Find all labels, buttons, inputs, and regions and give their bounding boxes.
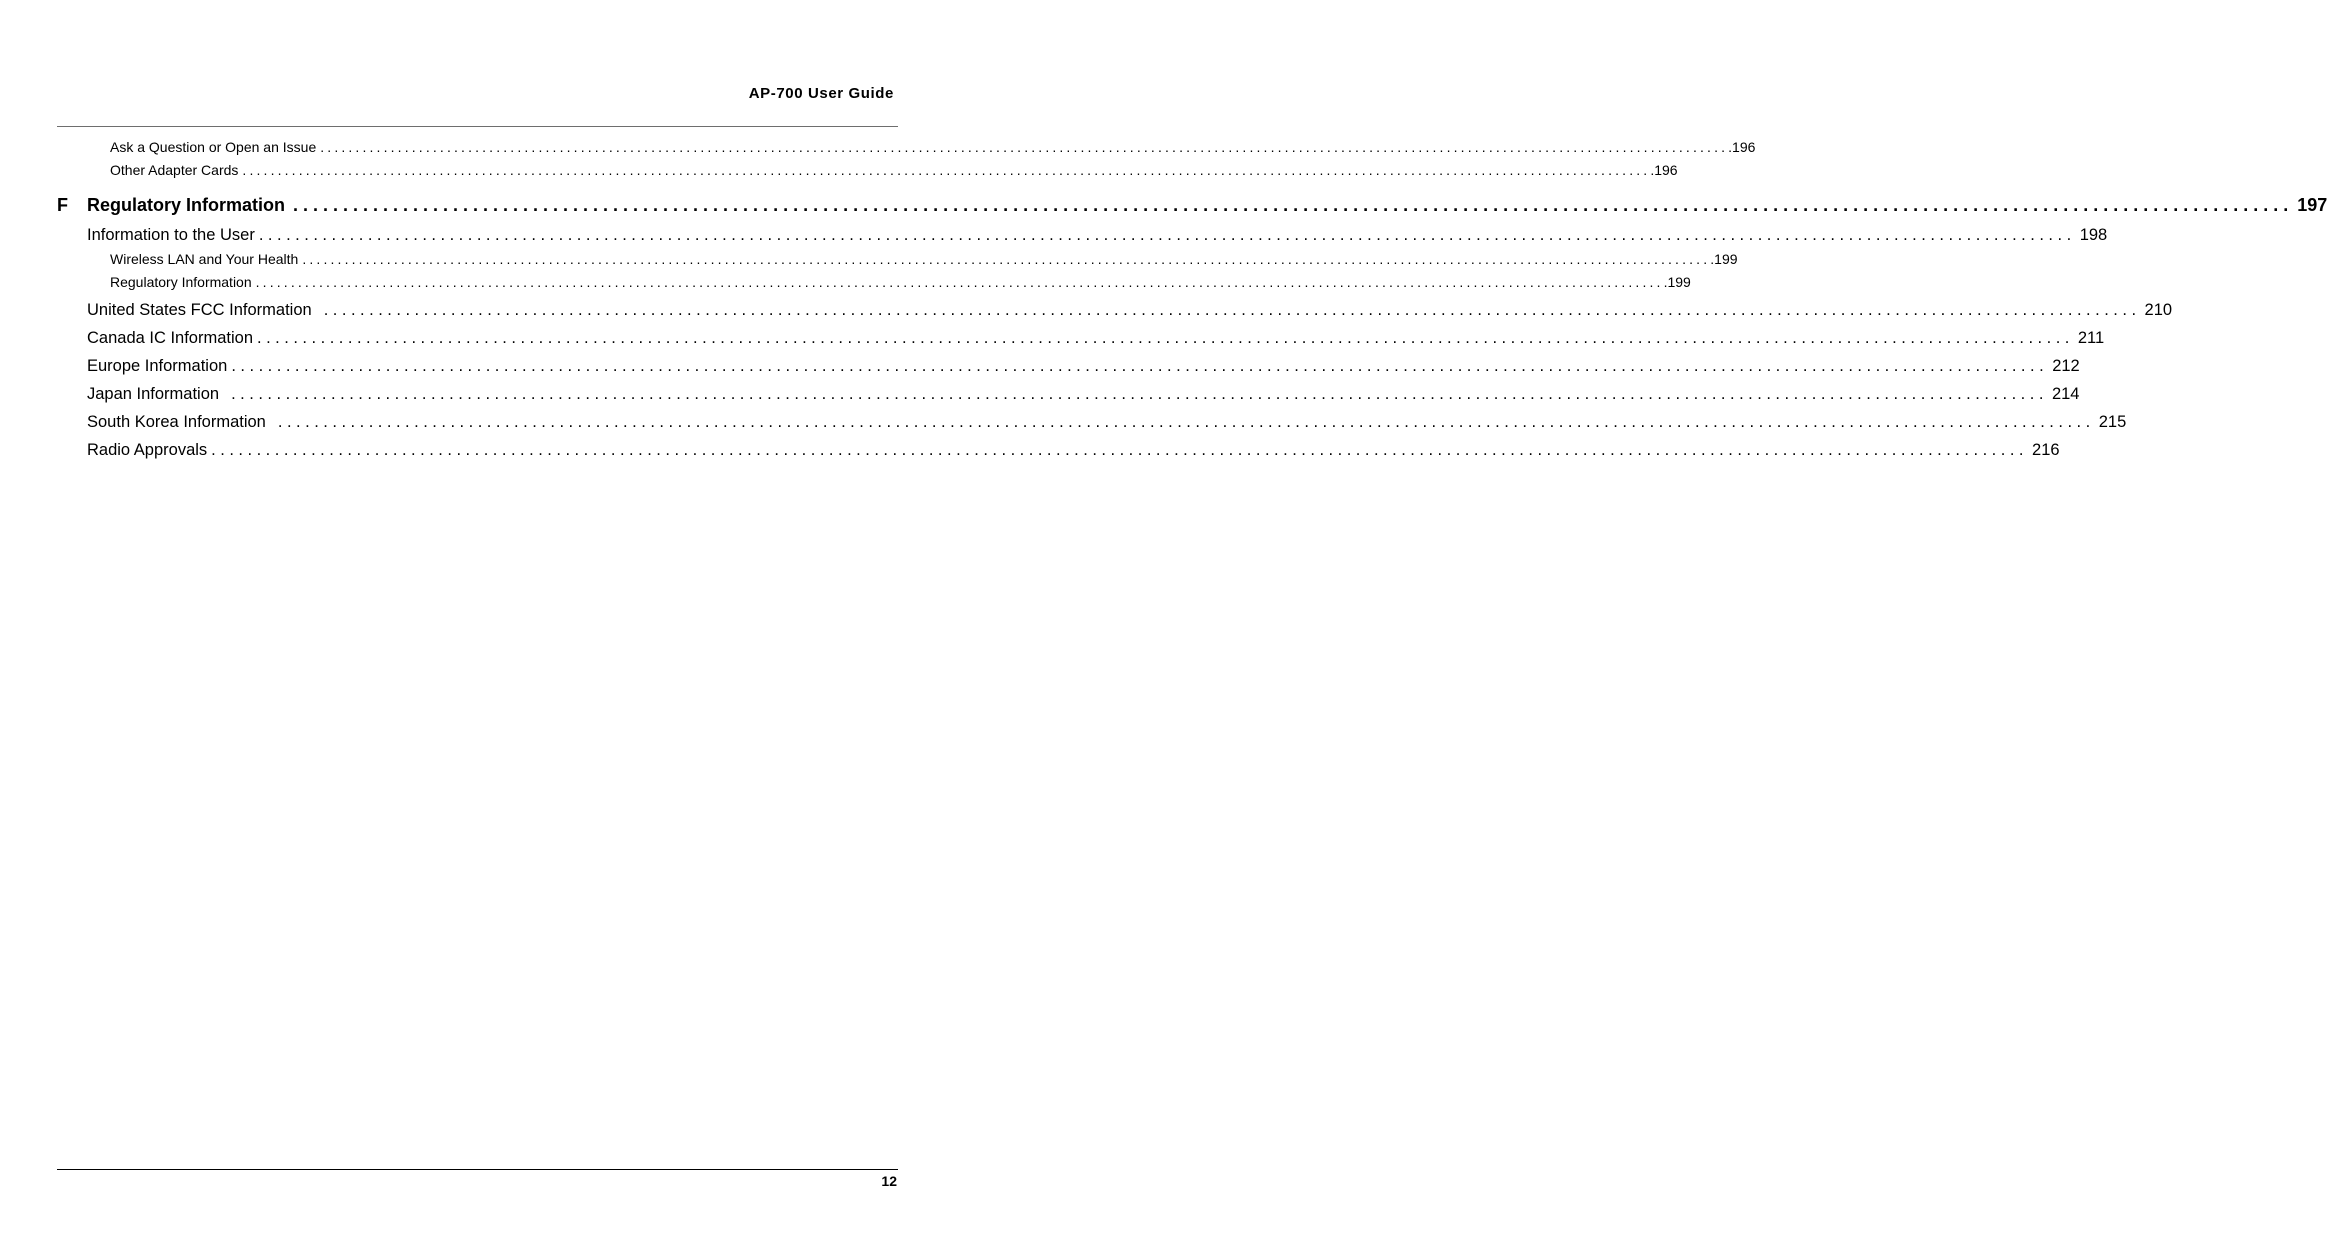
toc-dot-leader: ........................................................................................................................................................................................................ bbox=[302, 251, 1711, 267]
toc-page-number: .196 bbox=[1650, 162, 1678, 178]
toc-entry-label: Wireless LAN and Your Health bbox=[110, 251, 299, 267]
running-header-title: AP-700 User Guide bbox=[748, 85, 894, 102]
toc-entry-europe-information[interactable] bbox=[87, 357, 2080, 376]
toc-entry-wireless-lan-health[interactable] bbox=[110, 251, 1738, 267]
toc-page-number: 210 bbox=[2144, 301, 2173, 319]
toc-dot-leader: ........................................................................................................................................................................................................ bbox=[231, 357, 2049, 375]
toc-entry-information-to-the-user[interactable] bbox=[87, 226, 2108, 245]
toc-entry-label: Canada IC Information bbox=[87, 329, 254, 347]
toc-dot-leader: ........................................................................................................................................................................................................ bbox=[293, 195, 2294, 215]
toc-dot-leader: ........................................................................................................................................................................................................ bbox=[211, 441, 2029, 459]
toc-page-number: 197 bbox=[2297, 195, 2327, 215]
toc-dot-leader: ........................................................................................................................................................................................................ bbox=[323, 301, 2141, 319]
toc-dot-leader: ........................................................................................................................................................................................................ bbox=[231, 385, 2048, 403]
toc-entry-label: Regulatory Information bbox=[110, 274, 252, 290]
toc-dot-leader: ........................................................................................................................................................................................................ bbox=[242, 162, 1651, 178]
toc-page-number: .196 bbox=[1728, 139, 1756, 155]
header-rule bbox=[57, 126, 898, 127]
toc-entry-label: Ask a Question or Open an Issue bbox=[110, 139, 317, 155]
toc-page-number: .199 bbox=[1710, 251, 1738, 267]
toc-entry-other-adapter-cards[interactable] bbox=[110, 162, 1678, 178]
toc-chapter-letter: F bbox=[57, 195, 68, 215]
toc-dot-leader: ........................................................................................................................................................................................................ bbox=[258, 226, 2076, 244]
toc-entry-label: Radio Approvals bbox=[87, 441, 208, 459]
toc-page-number: 215 bbox=[2098, 413, 2127, 431]
toc-entry-radio-approvals[interactable] bbox=[87, 441, 2060, 460]
toc-entry-label: Information to the User bbox=[87, 226, 255, 244]
toc-entry-us-fcc-information[interactable] bbox=[87, 301, 2173, 320]
toc-entry-south-korea-information[interactable] bbox=[87, 413, 2127, 432]
toc-dot-leader: ........................................................................................................................................................................................................ bbox=[255, 274, 1664, 290]
toc-entry-label: Japan Information bbox=[87, 385, 220, 403]
toc-entry-label: Other Adapter Cards bbox=[110, 162, 239, 178]
toc-chapter-regulatory-information[interactable] bbox=[57, 195, 2327, 216]
toc-entry-regulatory-information-sub[interactable] bbox=[110, 274, 1691, 290]
toc-page-number: .199 bbox=[1663, 274, 1691, 290]
toc-entry-ask-a-question[interactable] bbox=[110, 139, 1756, 155]
toc-entry-canada-ic-information[interactable] bbox=[87, 329, 2105, 348]
toc-page-number: 211 bbox=[2077, 329, 2105, 347]
toc-entry-label: Regulatory Information bbox=[87, 195, 286, 215]
toc-entry-label: South Korea Information bbox=[87, 413, 266, 431]
toc-entry-label: Europe Information bbox=[87, 357, 228, 375]
toc-page-number: 216 bbox=[2032, 441, 2060, 459]
toc-dot-leader: ........................................................................................................................................................................................................ bbox=[257, 329, 2074, 347]
toc-dot-leader: ........................................................................................................................................................................................................ bbox=[277, 413, 2095, 431]
toc-page-number: 212 bbox=[2052, 357, 2080, 375]
toc-entry-japan-information[interactable] bbox=[87, 385, 2080, 404]
footer-rule bbox=[57, 1169, 898, 1170]
toc-entry-label: United States FCC Information bbox=[87, 301, 312, 319]
footer-page-number: 12 bbox=[881, 1173, 897, 1189]
toc-page-number: 198 bbox=[2079, 226, 2108, 244]
toc-dot-leader: ........................................................................................................................................................................................................ bbox=[320, 139, 1729, 155]
toc-page-number: 214 bbox=[2051, 385, 2080, 403]
